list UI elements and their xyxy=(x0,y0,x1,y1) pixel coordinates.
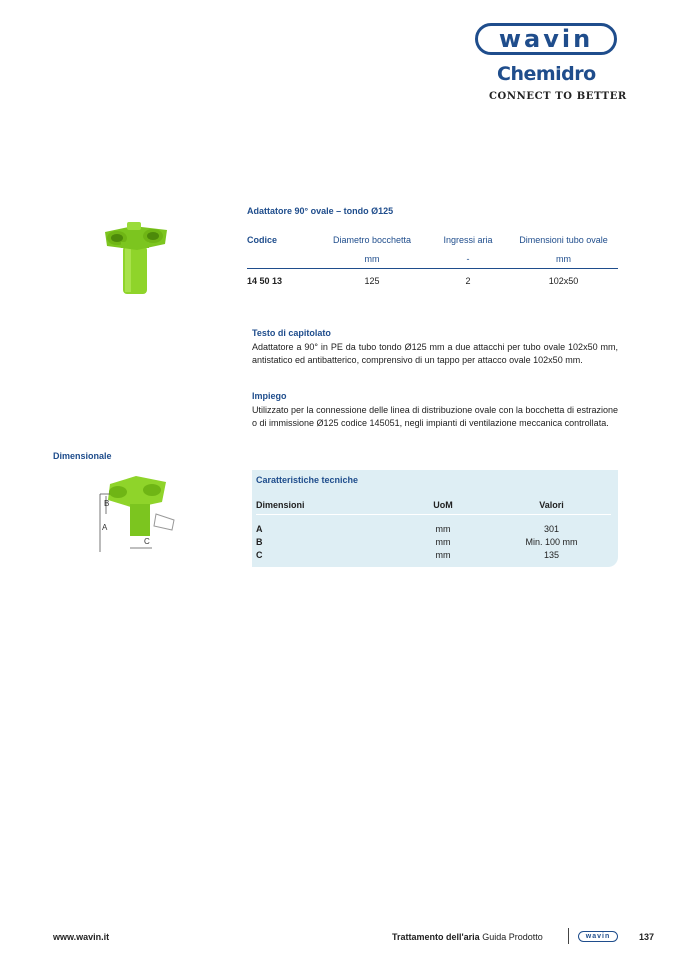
cell-codice: 14 50 13 xyxy=(247,276,283,286)
col-ingressi: Ingressi aria xyxy=(443,235,493,245)
product-table xyxy=(247,230,618,293)
tech-header-row xyxy=(256,496,611,515)
impiego-title: Impiego xyxy=(252,391,287,401)
capitolato-title: Testo di capitolato xyxy=(252,328,331,338)
cell-ingressi: 2 xyxy=(465,276,471,286)
tech-title: Caratteristiche tecniche xyxy=(256,475,359,485)
tech-value: Min. 100 mm xyxy=(525,536,578,547)
tech-uom: mm xyxy=(435,536,451,547)
footer-wavin-logo xyxy=(578,931,618,942)
tech-uom: mm xyxy=(435,549,451,560)
col-dimensioni: Dimensioni tubo ovale xyxy=(519,235,608,245)
capitolato-text: Adattatore a 90° in PE da tubo tondo Ø125 mm a due attacchi per tubo ovale 102x50 mm, antistatico ed antibatterico, comprensivo di un tappo per attacco ovale 102x50 mm. xyxy=(252,342,618,365)
footer-section-name: Trattamento dell'aria xyxy=(392,932,480,942)
tech-col-valori: Valori xyxy=(492,496,611,515)
table-row xyxy=(256,535,611,548)
wavin-logo-text: wavin xyxy=(498,25,594,53)
tech-col-uom: UoM xyxy=(394,496,492,515)
tagline: CONNECT TO BETTER xyxy=(489,91,627,102)
unit-ingressi: - xyxy=(427,250,509,269)
footer-logo-text: wavin xyxy=(585,933,611,940)
table-row xyxy=(247,269,618,294)
page-number: 137 xyxy=(639,932,655,942)
cell-diametro: 125 xyxy=(364,276,380,286)
cell-dimensioni: 102x50 xyxy=(548,276,579,286)
wavin-logo xyxy=(475,23,617,55)
dimensionale-label: Dimensionale xyxy=(53,451,112,461)
unit-diametro: mm xyxy=(317,250,427,269)
tech-uom: mm xyxy=(435,523,451,534)
tech-dim: C xyxy=(256,549,263,560)
col-codice: Codice xyxy=(247,235,278,245)
product-image xyxy=(103,218,169,296)
footer-url[interactable]: www.wavin.it xyxy=(53,932,110,942)
tech-table xyxy=(256,496,611,561)
dimension-drawing xyxy=(96,470,178,554)
table-units-row xyxy=(247,250,618,269)
tech-col-dimensioni: Dimensioni xyxy=(256,496,394,515)
dimension-label-c: C xyxy=(144,537,150,546)
dimension-label-b: B xyxy=(104,499,110,508)
tech-value: 135 xyxy=(543,549,560,560)
product-title: Adattatore 90° ovale – tondo Ø125 xyxy=(247,206,394,216)
table-header-row xyxy=(247,230,618,250)
tech-dim: B xyxy=(256,536,263,547)
unit-codice xyxy=(247,250,317,269)
table-row xyxy=(256,548,611,561)
impiego-text: Utilizzato per la connessione delle linea di distribuzione ovale con la bocchetta di estrazione o di immissione Ø125 codice 145051, negli impianti di ventilazione meccanica controllata. xyxy=(252,405,618,428)
footer-section xyxy=(392,932,543,942)
table-row xyxy=(256,522,611,535)
unit-dimensioni: mm xyxy=(509,250,618,269)
dimension-label-a: A xyxy=(102,523,108,532)
col-diametro: Diametro bocchetta xyxy=(332,235,412,245)
footer-guide: Guida Prodotto xyxy=(482,932,543,942)
footer-divider xyxy=(568,928,569,944)
chemidro-logo: Chemidro xyxy=(497,63,596,85)
tech-dim: A xyxy=(256,523,263,534)
tech-value: 301 xyxy=(543,523,560,534)
